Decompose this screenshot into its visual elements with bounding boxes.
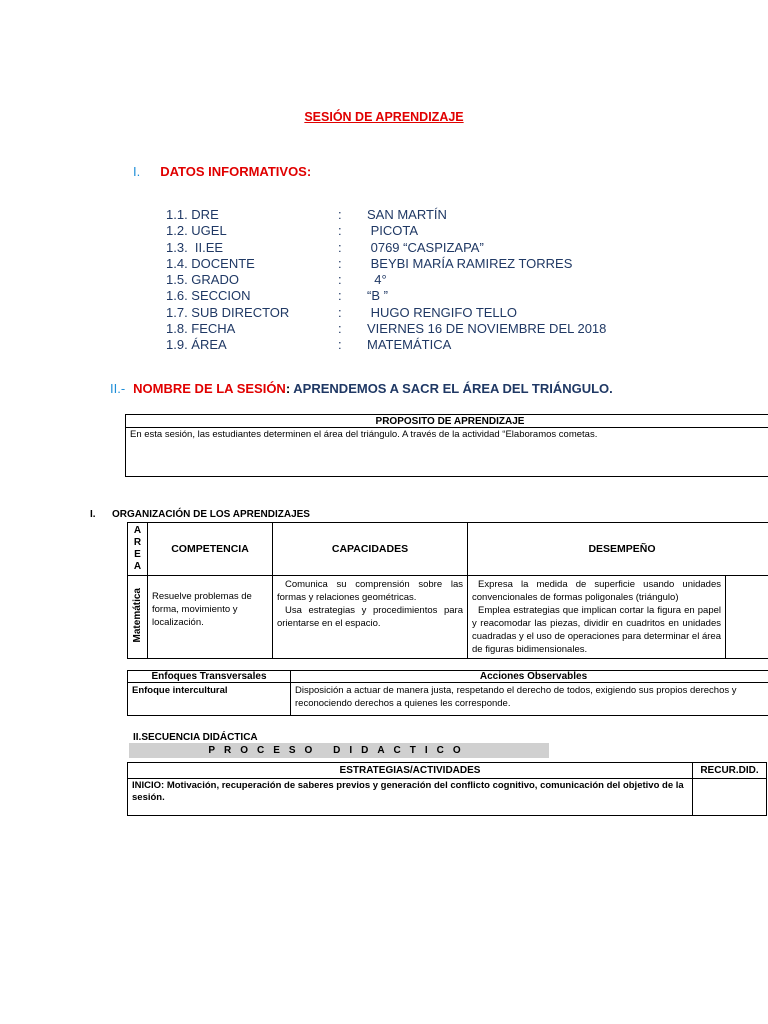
proposito-table: [125, 414, 768, 477]
desempeno-header: DESEMPEÑO: [468, 523, 768, 576]
capacidades-header: CAPACIDADES: [273, 523, 468, 576]
proposito-header: PROPOSITO DE APRENDIZAJE: [126, 415, 768, 428]
area-letter: A: [133, 561, 142, 572]
estrategias-header: ESTRATEGIAS/ACTIVIDADES: [128, 763, 693, 779]
info-key: 1.2. UGEL: [166, 223, 227, 239]
empty-cell: [726, 576, 768, 659]
info-value: HUGO RENGIFO TELLO: [367, 304, 518, 320]
info-colon: :: [338, 321, 342, 337]
recursos-cell: [693, 779, 767, 816]
info-key: 1.7. SUB DIRECTOR: [166, 304, 290, 320]
area-letter: R: [133, 537, 142, 548]
desempeno-cell: [468, 576, 726, 659]
section-label: ORGANIZACIÓN DE LOS APRENDIZAJES: [112, 509, 310, 520]
area-cell: [128, 576, 148, 659]
accion-value: Disposición a actuar de manera justa, respetando el derecho de todos, exigiendo sus propios derechos y reconociendo derechos a quienes les corresponde.: [291, 683, 768, 716]
enfoques-header: Enfoques Transversales: [128, 671, 291, 683]
info-colon: :: [338, 255, 342, 271]
section-label: DATOS INFORMATIVOS:: [160, 164, 312, 179]
info-value: SAN MARTÍN: [367, 207, 447, 222]
area-letter: E: [134, 549, 141, 560]
info-key: 1.9. ÁREA: [166, 337, 227, 353]
info-key: 1.1. DRE: [166, 207, 219, 222]
proceso-didactico-header: PROCESO DIDACTICO: [129, 743, 549, 758]
info-colon: :: [338, 304, 342, 320]
info-colon: :: [338, 337, 342, 353]
acciones-header: Acciones Observables: [291, 671, 768, 683]
section-colon: :: [285, 381, 294, 396]
info-colon: :: [338, 207, 342, 222]
info-key: 1.8. FECHA: [166, 321, 236, 337]
document-title: SESIÓN DE APRENDIZAJE: [304, 110, 464, 124]
section-label: NOMBRE DE LA SESIÓN: [133, 381, 286, 396]
info-colon: :: [338, 223, 342, 239]
recursos-header: RECUR.DID.: [693, 763, 767, 779]
organizacion-table: [127, 522, 768, 659]
info-value: MATEMÁTICA: [367, 337, 452, 353]
info-value: PICOTA: [367, 223, 419, 239]
enfoque-value: Enfoque intercultural: [128, 683, 291, 716]
info-colon: :: [338, 239, 342, 255]
area-value: Matemática: [132, 588, 143, 643]
competencia-cell: Resuelve problemas de forma, movimiento y localización.: [148, 576, 273, 659]
area-header: [128, 523, 148, 576]
section-secuencia: II.SECUENCIA DIDÁCTICA: [133, 732, 258, 743]
info-value: 0769 “CASPIZAPA”: [367, 239, 484, 255]
section-organizacion: [90, 509, 310, 520]
capacidades-cell: [273, 576, 468, 659]
info-value: BEYBI MARÍA RAMIREZ TORRES: [367, 255, 573, 271]
info-value: 4°: [367, 272, 387, 288]
section-number: II.-: [110, 381, 126, 396]
info-key: 1.6. SECCION: [166, 288, 251, 304]
enfoques-table: [127, 670, 768, 716]
info-value: VIERNES 16 DE NOVIEMBRE DEL 2018: [367, 321, 607, 337]
info-colon: :: [338, 272, 342, 288]
section-number: I.: [90, 509, 96, 520]
area-letter: A: [133, 525, 142, 536]
inicio-text: INICIO: Motivación, recuperación de saberes previos y generación del conflicto cognitivo, comunicación del objetivo de la sesión.: [128, 779, 693, 816]
desempeno-item: Emplea estrategias que implican cortar la figura en papel y reacomodar las piezas, dividir en cuadritos en unidades cuadradas y el uso de operaciones para determinar el área de figuras bidimensionales.: [472, 605, 721, 655]
secuencia-table: [127, 762, 767, 816]
info-colon: :: [338, 288, 342, 304]
capacidad-item: Comunica su comprensión sobre las formas y relaciones geométricas.: [277, 579, 463, 603]
desempeno-item: Expresa la medida de superficie usando unidades convencionales de formas poligonales (triángulo): [472, 579, 721, 603]
info-key: 1.3. II.EE: [166, 239, 224, 255]
competencia-header: COMPETENCIA: [148, 523, 273, 576]
section-datos-informativos: [133, 164, 311, 179]
section-nombre-sesion: [110, 381, 613, 396]
capacidad-item: Usa estrategias y procedimientos para orientarse en el espacio.: [277, 605, 463, 629]
info-key: 1.4. DOCENTE: [166, 255, 255, 271]
session-name: APRENDEMOS A SACR EL ÁREA DEL TRIÁNGULO.: [293, 381, 613, 396]
info-value: “B ”: [367, 288, 388, 304]
proposito-text: En esta sesión, las estudiantes determinen el área del triángulo. A través de la actividad “Elaboramos cometas.: [126, 428, 768, 477]
info-key: 1.5. GRADO: [166, 272, 239, 288]
section-number: I.: [133, 164, 141, 179]
